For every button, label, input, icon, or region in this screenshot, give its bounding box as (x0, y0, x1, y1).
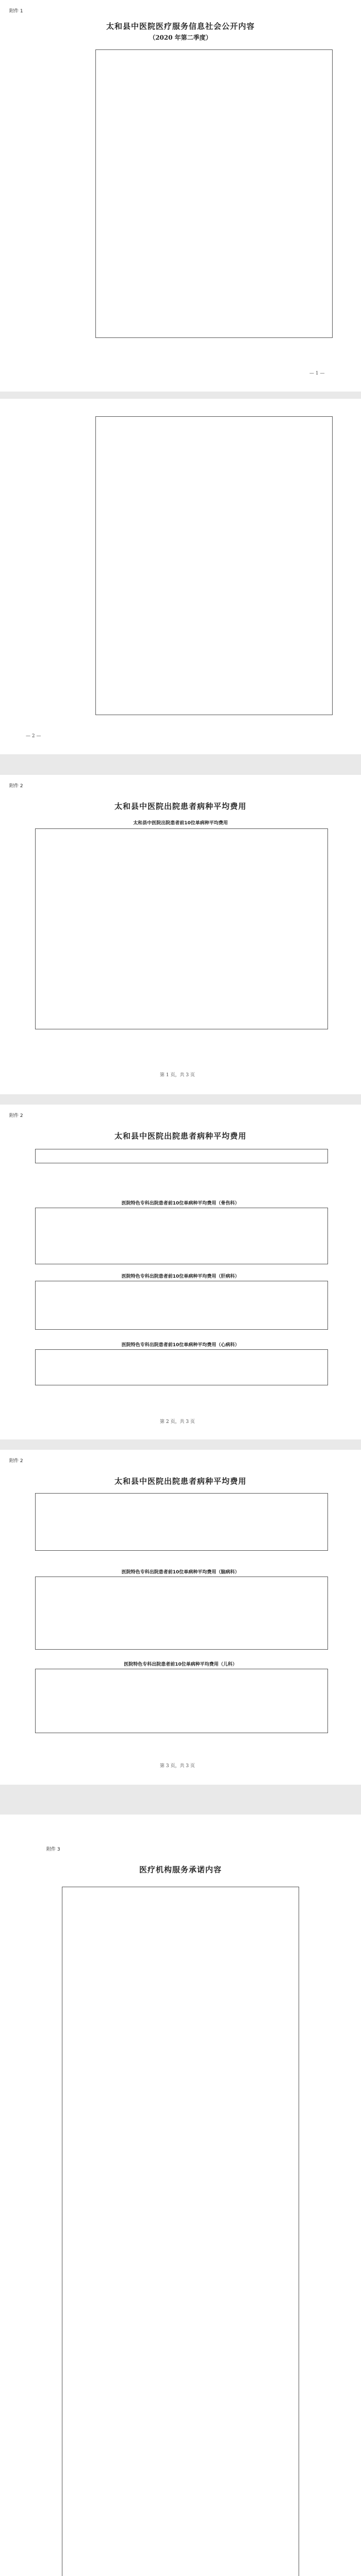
page-gap (0, 754, 361, 775)
page-1 (0, 0, 361, 392)
page-number: 第 3 页，共 3 页 (160, 1764, 195, 1769)
page-4 (0, 1105, 361, 1439)
page-subtitle: （2020 年第二季度） (149, 34, 212, 41)
info-table-continued (95, 416, 333, 715)
table-caption: 医院特色专科出院患者前10位单病种平均费用（心病科） (121, 1343, 240, 1348)
page-number: — 2 — (26, 734, 41, 739)
attachment-label: 附件 2 (9, 784, 23, 789)
page-title: 太和县中医院出院患者病种平均费用 (114, 1131, 247, 1141)
page-number: — 1 — (309, 371, 325, 376)
table-caption: 医院特色专科出院患者前10位单病种平均费用（骨伤科） (121, 1201, 240, 1206)
attachment-label: 附件 3 (46, 1847, 60, 1852)
attachment-label: 附件 2 (9, 1113, 23, 1118)
page-number: 第 1 页，共 3 页 (160, 1073, 195, 1078)
liver-table (35, 1281, 328, 1330)
page-title: 太和县中医院出院患者病种平均费用 (114, 1477, 247, 1486)
page-3 (0, 775, 361, 1094)
table-caption: 医院特色专科出院患者前10位单病种平均费用（肝病科） (121, 1274, 240, 1279)
page-title: 太和县中医院医疗服务信息社会公开内容 (106, 22, 255, 31)
table-caption: 医院特色专科出院患者前10位单病种平均费用（脑病科） (121, 1570, 240, 1575)
pediatrics-table (35, 1669, 328, 1733)
attachment-label: 附件 2 (9, 1459, 23, 1464)
page-gap (0, 1094, 361, 1105)
page-title: 太和县中医院出院患者病种平均费用 (114, 802, 247, 811)
table-caption: 太和县中医院出院患者前10位单病种平均费用 (133, 821, 228, 826)
page-6 (0, 1815, 361, 2576)
service-commitment-table (62, 1887, 299, 2576)
page-gap (0, 1785, 361, 1815)
page-title: 医疗机构服务承诺内容 (139, 1865, 222, 1874)
page-gap (0, 1439, 361, 1450)
orthopedics-table (35, 1208, 328, 1264)
page-gap (0, 392, 361, 399)
table-caption: 医院特色专科出院患者前10位单病种平均费用（儿科） (124, 1662, 237, 1667)
disease-cost-table-part (35, 1493, 328, 1551)
page-5 (0, 1450, 361, 1785)
neurology-table (35, 1577, 328, 1650)
disease-cost-table-part (35, 1149, 328, 1163)
cardiology-table (35, 1349, 328, 1385)
info-table (95, 49, 333, 338)
page-2 (0, 399, 361, 754)
attachment-label: 附件 1 (9, 9, 23, 14)
disease-cost-table (35, 828, 328, 1029)
page-number: 第 2 页，共 3 页 (160, 1419, 195, 1425)
